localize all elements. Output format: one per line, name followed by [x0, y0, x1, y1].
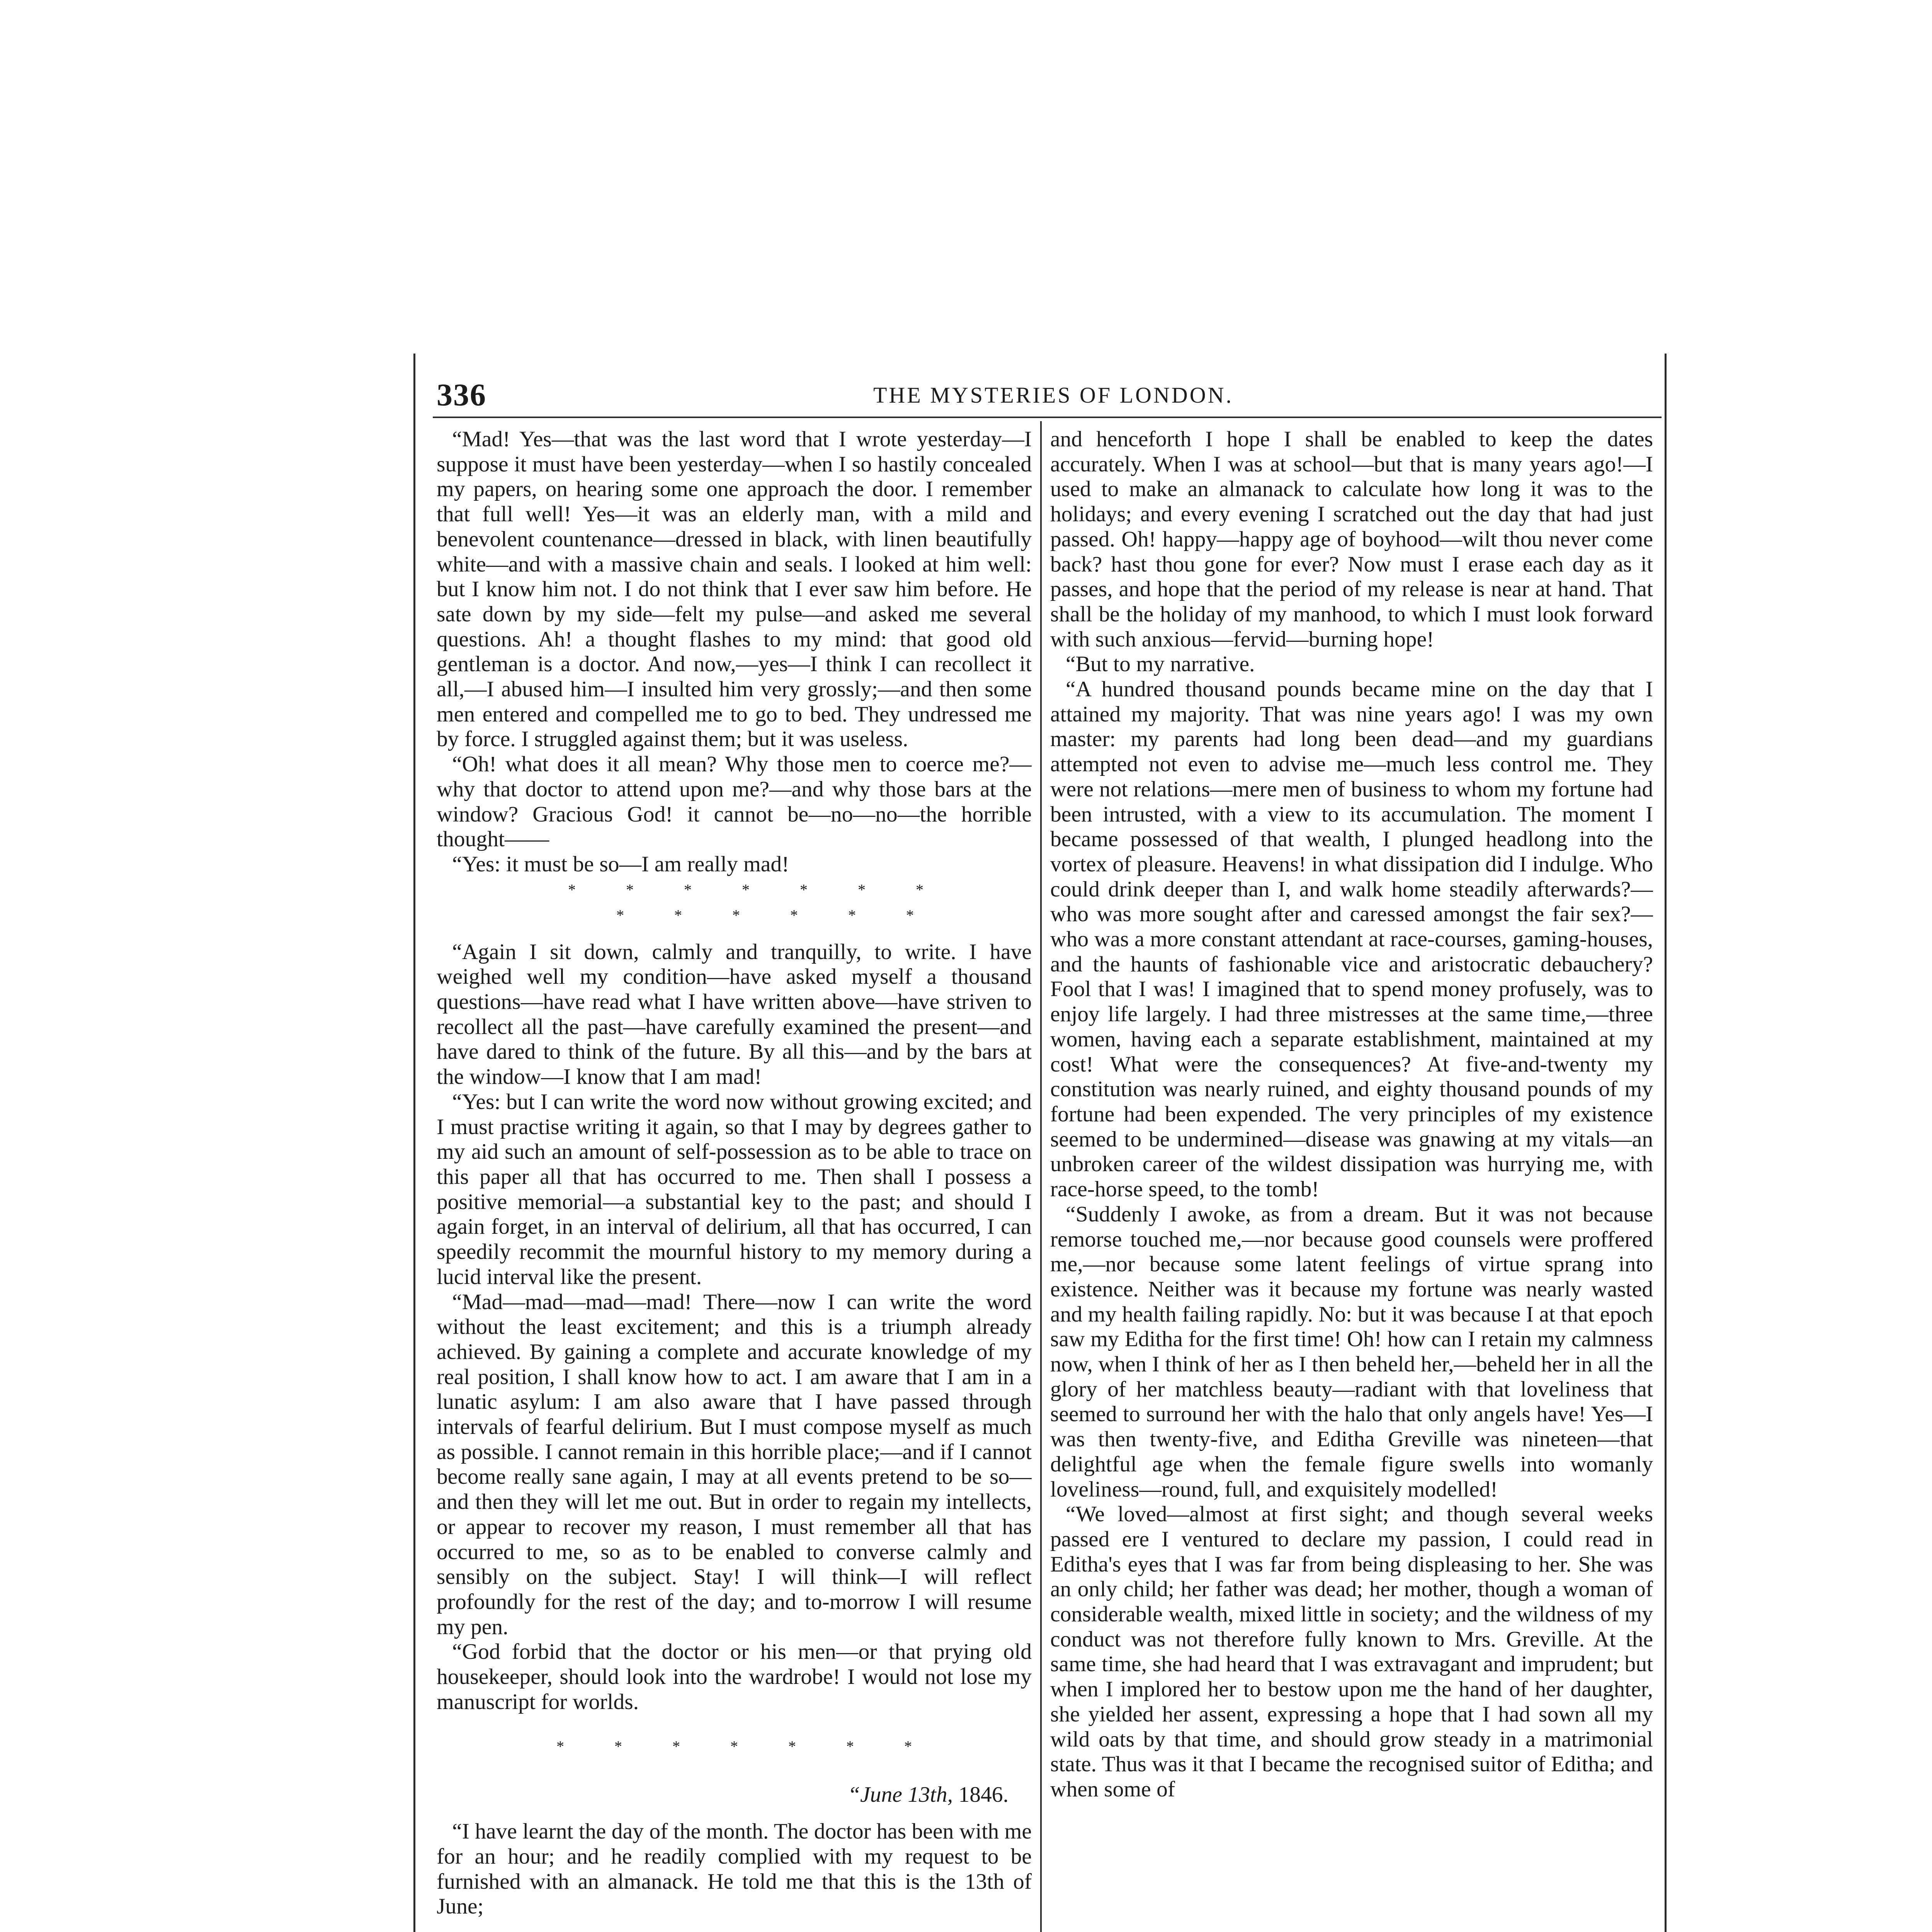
- section-break-stars: * * * * * * *: [568, 881, 923, 898]
- paragraph: “Again I sit down, calmly and tranquilly, to write. I have weighed well my condition—have asked myself a thousand questions—have read what I have written above—have striven to recollect all the past—have carefully examined the present—and have dared to think of the future. By all this—and by the bars at the window—I know that I am mad!: [437, 939, 1032, 1089]
- dateline-year: 1846.: [958, 1782, 1009, 1807]
- section-break-stars: * * * * * * *: [556, 1738, 912, 1755]
- text-column-right: [1050, 427, 1653, 1932]
- paragraph: “Yes: it must be so—I am really mad!: [452, 852, 789, 876]
- paragraph: “Suddenly I awoke, as from a dream. But it was not because remorse touched me,—nor because good counsels were proffered me,—nor because some latent feelings of virtue sprang into existence. Neither was it because my fortune was nearly wasted and my health failing rapidly. No: but it was because I at that epoch saw my Editha for the first time! Oh! how can I retain my calmness now, when I think of her as I then beheld her,—beheld her in all the glory of her matchless beauty—radiant with that loveliness that seemed to surround her with the halo that only angels have! Yes—I was then twenty-five, and Editha Greville was nineteen—that delightful age when the female figure swells into womanly loveliness—round, full, and exquisitely modelled!: [1050, 1202, 1653, 1502]
- paragraph: “God forbid that the doctor or his men—or that prying old housekeeper, should look into the wardrobe! I would not lose my manuscript for worlds.: [437, 1639, 1032, 1714]
- column-divider: [1040, 421, 1042, 1932]
- page-border-right: [1665, 354, 1667, 1932]
- paragraph: “A hundred thousand pounds became mine on the day that I attained my majority. That was nine years ago! I was my own master: my parents had long been dead—and my guardians attempted not even to advise me—much less control me. They were not relations—mere men of business to whom my fortune had been intrusted, with a view to its accumulation. The moment I became possessed of that wealth, I plunged headlong into the vortex of pleasure. Heavens! in what dissipation did I indulge. Who could drink deeper than I, and walk home steadily afterwards?—who was more sought after and caressed amongst the fair sex?—who was a more constant attendant at race-courses, gaming-houses, and the haunts of fashionable vice and aristocratic debauchery? Fool that I was! I imagined that to spend money profusely, was to enjoy life largely. I had three mistresses at the same time,—three women, having each a separate establishment, maintained at my cost! What were the consequences? At five-and-twenty my constitution was nearly ruined, and eighty thousand pounds of my fortune had been expended. The very principles of my existence seemed to be undermined—disease was gnawing at my vitals—an unbroken career of the wildest dissipation was hurrying me, with race-horse speed, to the tomb!: [1050, 677, 1653, 1202]
- page-header: [437, 377, 1658, 413]
- paragraph: “We loved—almost at first sight; and though several weeks passed ere I ventured to declare my passion, I could read in Editha's eyes that I was far from being displeasing to her. She was an only child; her father was dead; her mother, though a woman of considerable wealth, mixed little in society; and the wildness of my conduct was not therefore fully known to Mrs. Greville. At the same time, she had heard that I was extravagant and imprudent; but when I implored her to bestow upon me the hand of her daughter, she yielded her assent, expressing a hope that I had sown all my wild oats by that time, and should grow steady in a matrimonial state. Thus was it that I became the recognised suitor of Editha; and when some of: [1050, 1502, 1653, 1801]
- section-break-stars: * * * * * *: [616, 906, 914, 924]
- paragraph: and henceforth I hope I shall be enabled to keep the dates accurately. When I was at school—but that is many years ago!—I used to make an almanack to calculate how long it was to the holidays; and every evening I scratched out the day that had just passed. Oh! happy—happy age of boyhood—wilt thou never come back? hast thou gone for ever? Now must I erase each day as it passes, and hope that the period of my release is near at hand. That shall be the holiday of my manhood, to which I must look forward with such anxious—fervid—burning hope!: [1050, 427, 1653, 651]
- paragraph: “But to my narrative.: [1066, 652, 1255, 677]
- text-column-left: [437, 427, 1032, 1932]
- paragraph: “I have learnt the day of the month. The doctor has been with me for an hour; and he readily complied with my request to be furnished with an almanack. He told me that this is the 13th of June;: [437, 1819, 1032, 1919]
- dateline-day: “June 13th,: [848, 1782, 953, 1807]
- paragraph: “Oh! what does it all mean? Why those men to coerce me?—why that doctor to attend upon me?—and why those bars at the window? Gracious God! it cannot be—no—no—the horrible thought——: [437, 752, 1032, 852]
- paragraph: “Mad! Yes—that was the last word that I wrote yesterday—I suppose it must have been yesterday—when I so hastily concealed my papers, on hearing some one approach the door. I remember that full well! Yes—it was an elderly man, with a mild and benevolent countenance—dressed in black, with linen beautifully white—and with a massive chain and seals. I looked at him well: but I know him not. I do not think that I ever saw him before. He sate down by my side—felt my pulse—and asked me several questions. Ah! a thought flashes to my mind: that good old gentleman is a doctor. And now,—yes—I think I can recollect it all,—I abused him—I insulted him very grossly;—and then some men entered and compelled me to go to bed. They undressed me by force. I struggled against them; but it was useless.: [437, 427, 1032, 752]
- page-number: 336: [437, 377, 486, 412]
- paragraph: “Mad—mad—mad—mad! There—now I can write the word without the least excitement; and this is a triumph already achieved. By gaining a complete and accurate knowledge of my real position, I shall know how to act. I am aware that I am in a lunatic asylum: I am also aware that I have passed through intervals of fearful delirium. But I must compose myself as much as possible. I cannot remain in this horrible place;—and if I cannot become really sane again, I may at all events pretend to be so—and then they will let me out. But in order to regain my intellects, or appear to recover my reason, I must remember all that has occurred to me, so as to be enabled to converse calmly and sensibly on the subject. Stay! I will think—I will reflect profoundly for the rest of the day; and to-morrow I will resume my pen.: [437, 1289, 1032, 1639]
- diary-dateline: [437, 1782, 1032, 1808]
- running-title: THE MYSTERIES OF LONDON.: [873, 383, 1233, 408]
- paragraph: “Yes: but I can write the word now without growing excited; and I must practise writing it again, so that I may by degrees gather to my aid such an amount of self-possession as to be able to trace on this paper all that has occurred to me. Then shall I possess a positive memorial—a substantial key to the past; and should I again forget, in an interval of delirium, all that has occurred, I can speedily recommit the mournful history to my memory during a lucid interval like the present.: [437, 1089, 1032, 1289]
- page-border-left: [413, 354, 415, 1932]
- header-rule: [433, 417, 1662, 418]
